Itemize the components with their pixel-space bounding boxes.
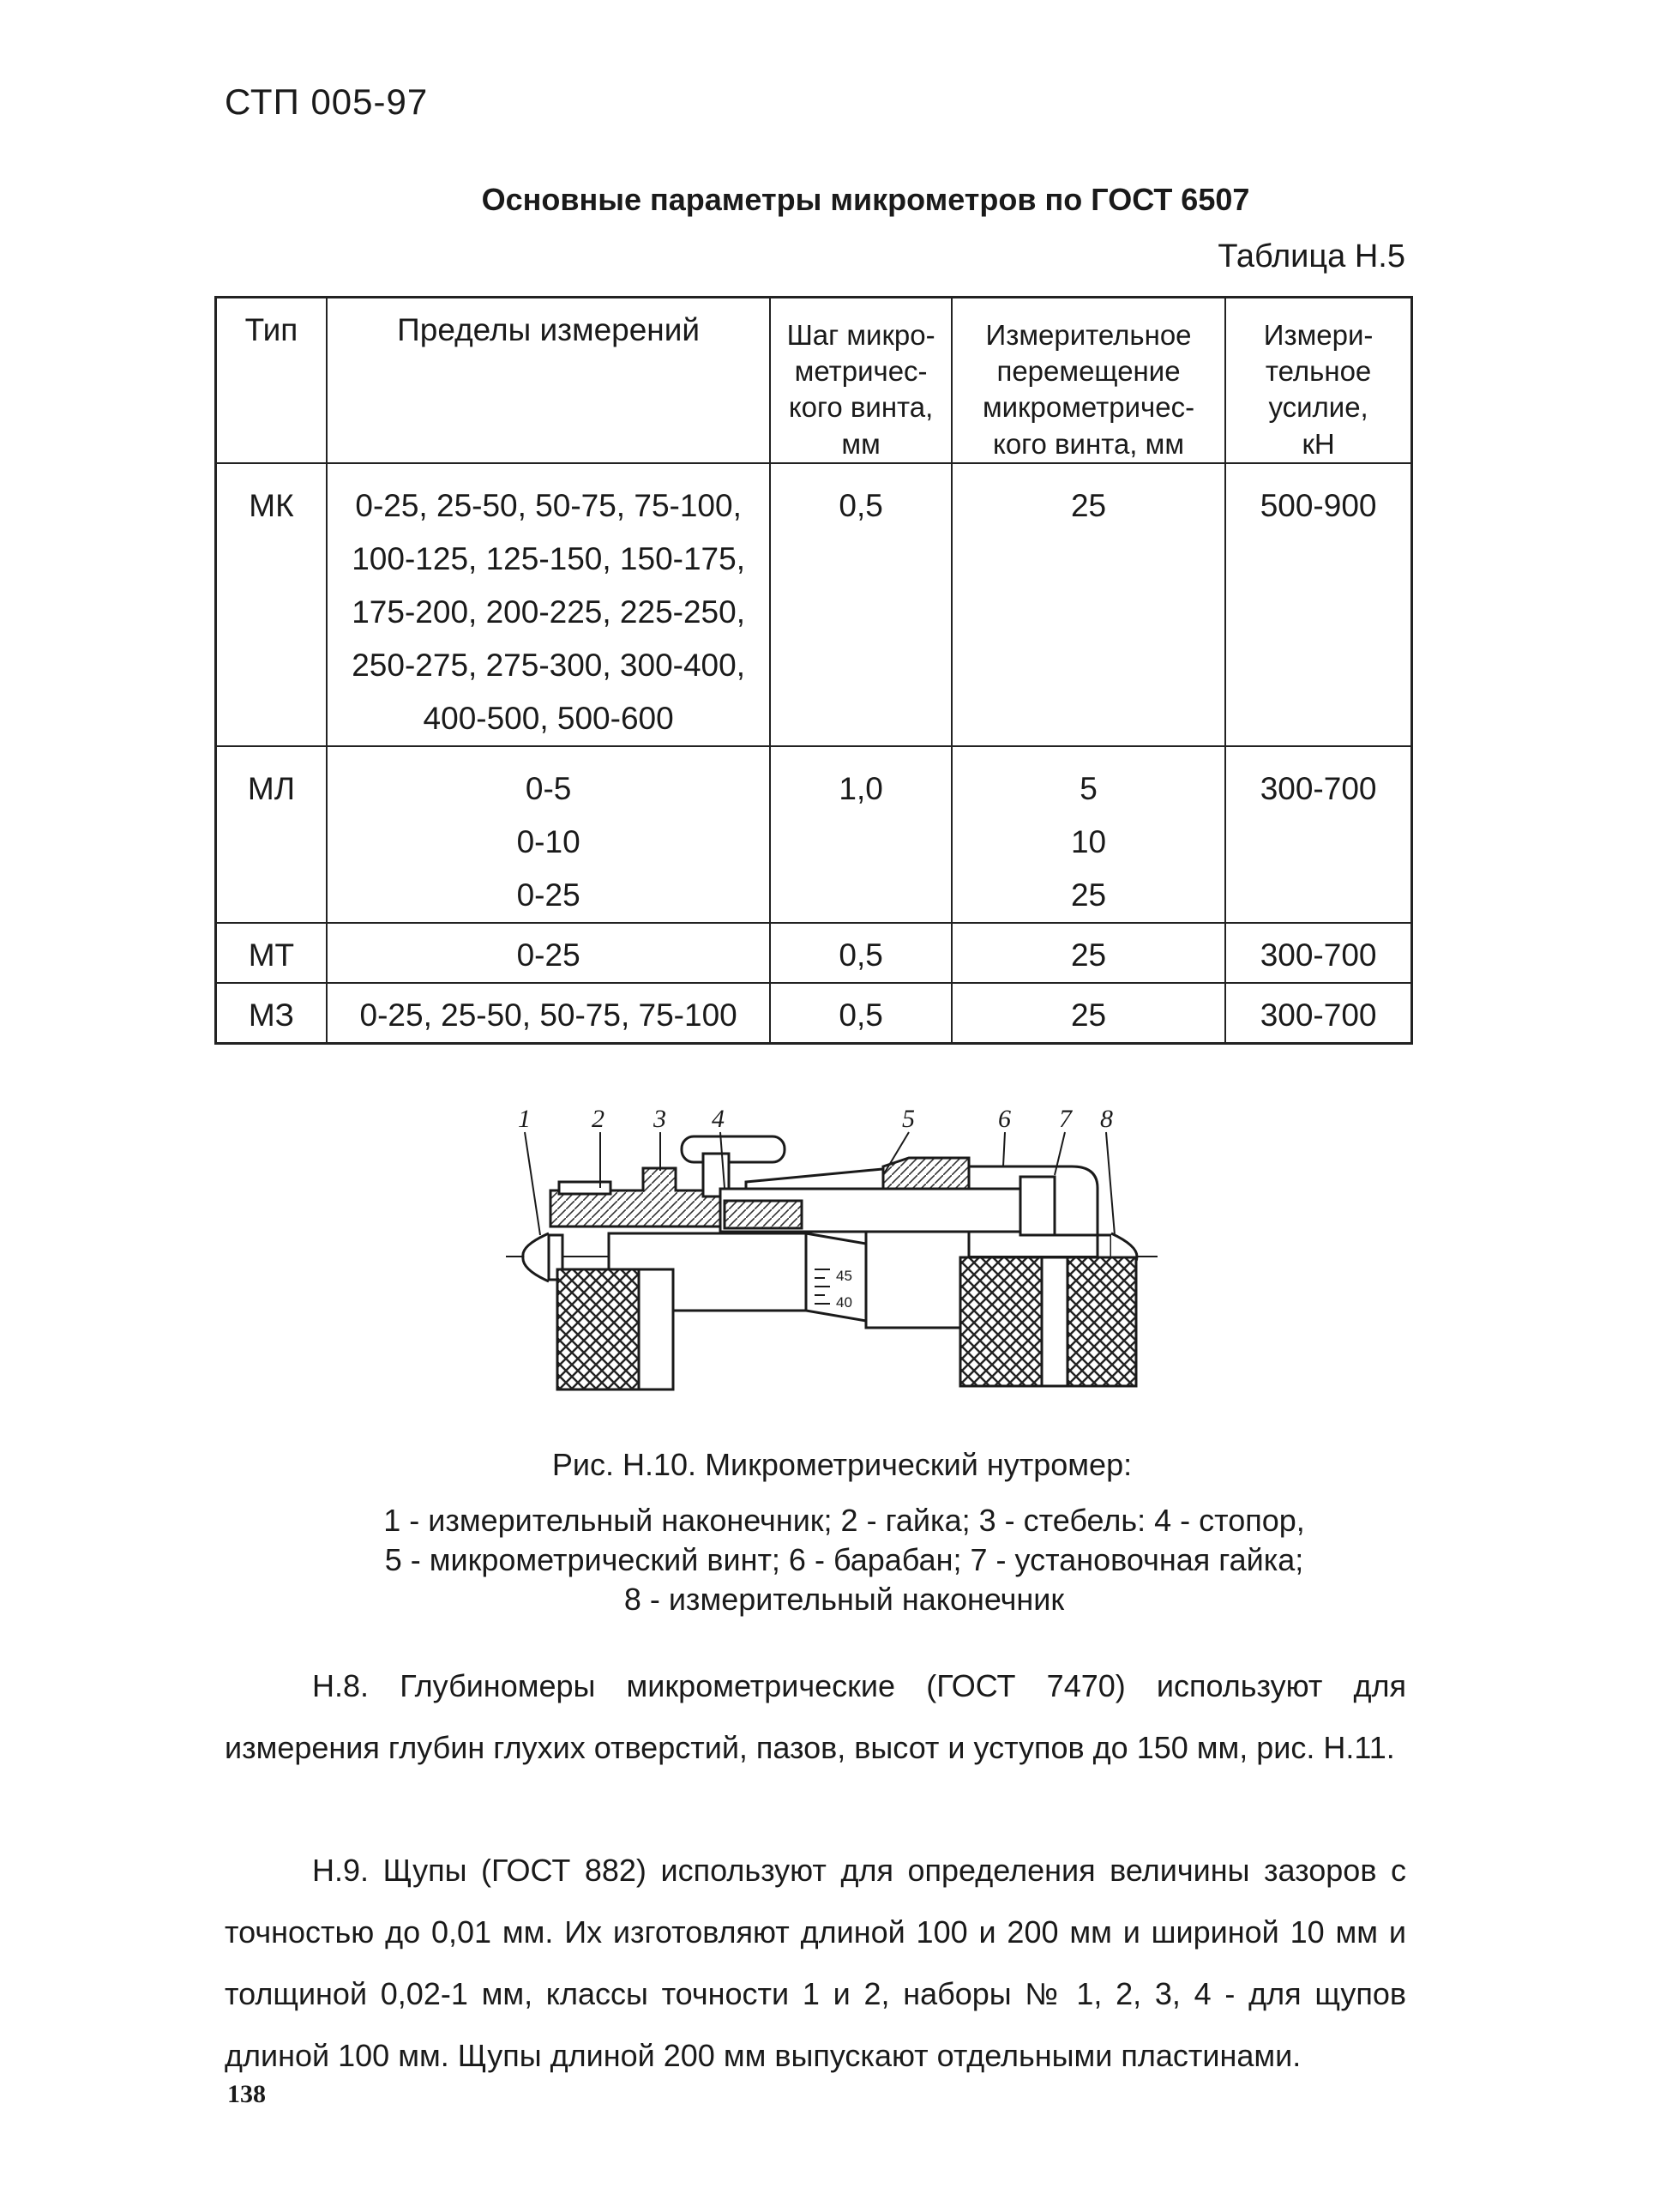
cell-force-line: 300-700 [1260, 770, 1377, 806]
callout-3: 3 [653, 1106, 666, 1133]
paragraph-text: Н.8. Глубиномеры микрометрические (ГОСТ 7470) используют для измерения глубин глухих отверстий, пазов, высот и уступов до 150 мм, рис. Н.11. [225, 1668, 1406, 1765]
callout-7: 7 [1059, 1106, 1072, 1133]
paragraph-h8 [225, 1655, 1406, 1779]
cell-force-line: 300-700 [1260, 937, 1377, 973]
table-row [216, 463, 1412, 746]
table-row [216, 983, 1412, 1044]
scale-mark-45: 45 [836, 1268, 852, 1284]
cell-type [216, 983, 327, 1044]
page-number: 138 [227, 2080, 266, 2108]
micrometer-parameters-table [214, 296, 1413, 1045]
cell-movement [952, 983, 1225, 1044]
table-row [216, 923, 1412, 983]
cell-force [1225, 746, 1411, 923]
cell-step [770, 746, 951, 923]
cell-range [327, 463, 770, 746]
cell-range-line: 0-10 [516, 823, 580, 859]
cell-step-line: 0,5 [839, 997, 883, 1033]
cell-step-line: 0,5 [839, 487, 883, 523]
cell-range-line: 250-275, 275-300, 300-400, [352, 647, 745, 683]
cell-range-line: 400-500, 500-600 [423, 700, 674, 736]
header-type: Тип [216, 298, 327, 463]
cell-range-line: 0-25, 25-50, 50-75, 75-100 [359, 997, 737, 1033]
table-number: Таблица Н.5 [1218, 238, 1405, 274]
cell-force [1225, 463, 1411, 746]
table-body [216, 463, 1412, 1044]
cell-type [216, 923, 327, 983]
cell-step [770, 463, 951, 746]
cell-range-line: 0-25 [516, 937, 580, 973]
cell-movement-line: 5 [1080, 770, 1098, 806]
cell-type-line: МК [249, 487, 294, 523]
cell-type-line: МЗ [248, 997, 295, 1033]
legend-line: 8 - измерительный наконечник [623, 1582, 1065, 1617]
cell-movement [952, 746, 1225, 923]
paragraph-h9 [225, 1840, 1406, 2087]
figure-caption: Рис. Н.10. Микрометрический нутромер: [551, 1447, 1133, 1482]
legend-line: 5 - микрометрический винт; 6 - барабан; 7 - установочная гайка; [384, 1542, 1304, 1577]
cell-step [770, 983, 951, 1044]
paragraph-text: Н.9. Щупы (ГОСТ 882) используют для определения величины зазоров с точностью до 0,01 мм. Их изготовляют длиной 100 и 200 мм и шириной 10 мм и толщиной 0,02-1 мм, классы точности 1 и 2, наборы № 1, 2, 3, 4 - для щупов длиной 100 мм. Щупы длиной 200 мм выпускают отдельными пластинами. [225, 1853, 1406, 2073]
cell-range-line: 100-125, 125-150, 150-175, [352, 540, 745, 576]
header-range: Пределы измерений [327, 298, 770, 463]
cell-force [1225, 983, 1411, 1044]
cell-movement [952, 463, 1225, 746]
header-movement: Измерительное перемещение микрометричес- кого винта, мм [952, 298, 1225, 463]
scale-mark-40: 40 [836, 1294, 852, 1311]
cell-range-line: 175-200, 200-225, 225-250, [352, 594, 745, 630]
cell-movement-line: 25 [1070, 487, 1107, 523]
cell-movement-line: 25 [1070, 937, 1107, 973]
cell-movement-line: 25 [1070, 997, 1107, 1033]
document-code: СТП 005-97 [225, 81, 429, 122]
cell-range [327, 746, 770, 923]
cell-type-line: МТ [248, 937, 295, 973]
figure-legend [0, 1501, 1654, 1619]
cell-range [327, 923, 770, 983]
callout-4: 4 [712, 1106, 725, 1133]
micrometric-inside-gauge-drawing [506, 1106, 1158, 1415]
cell-force-line: 500-900 [1260, 487, 1377, 523]
cell-range-line: 0-5 [525, 770, 572, 806]
cell-step [770, 923, 951, 983]
cell-range-line: 0-25, 25-50, 50-75, 75-100, [355, 487, 742, 523]
cell-type [216, 746, 327, 923]
header-force: Измери- тельное усилие, кН [1225, 298, 1411, 463]
cell-step-line: 1,0 [839, 770, 883, 806]
cell-range-line: 0-25 [516, 877, 580, 913]
table-row [216, 746, 1412, 923]
callout-6: 6 [998, 1106, 1011, 1133]
cell-movement-line: 25 [1070, 877, 1107, 913]
callout-5: 5 [902, 1106, 915, 1133]
cell-movement-line: 10 [1070, 823, 1107, 859]
callout-1: 1 [518, 1106, 531, 1133]
cell-range [327, 983, 770, 1044]
cell-step-line: 0,5 [839, 937, 883, 973]
cell-movement [952, 923, 1225, 983]
callout-8: 8 [1100, 1106, 1113, 1133]
table-title: Основные параметры микрометров по ГОСТ 6507 [481, 182, 1250, 217]
table-header-row [216, 298, 1412, 463]
cell-type-line: МЛ [247, 770, 295, 806]
cell-force-line: 300-700 [1260, 997, 1377, 1033]
cell-force [1225, 923, 1411, 983]
cell-type [216, 463, 327, 746]
legend-line: 1 - измерительный наконечник; 2 - гайка; 3 - стебель: 4 - стопор, [383, 1503, 1305, 1538]
header-step: Шаг микро- метричес- кого винта, мм [770, 298, 951, 463]
callout-2: 2 [592, 1106, 604, 1133]
